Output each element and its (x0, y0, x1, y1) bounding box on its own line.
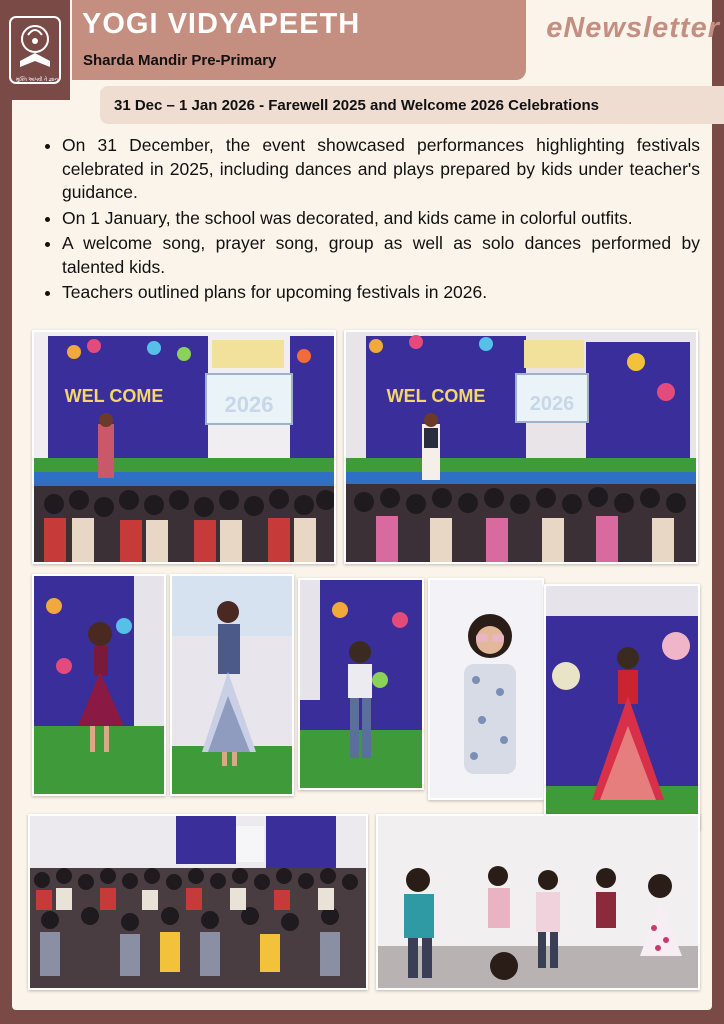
school-name: YOGI VIDYAPEETH (82, 8, 361, 40)
photo-girl-sunglasses (428, 578, 544, 800)
newsletter-label: eNewsletter (546, 12, 720, 44)
logo-caption: મુક્તિ આપવી તે જ્ઞાન (15, 77, 59, 83)
photo-girl-blue-lehenga (170, 574, 294, 796)
photo-stage-teacher (32, 330, 336, 564)
bullet-item: • On 1 January, the school was decorated, and kids came in colorful outfits. (62, 207, 700, 231)
bullet-item: • A welcome song, prayer song, group as well as solo dances performed by talented kids. (62, 232, 700, 279)
stage-screen-text: 2026 (529, 393, 575, 415)
logo-block (0, 0, 70, 100)
stage-sign-text: WEL COME (386, 386, 486, 406)
stage-sign-text: WEL COME (64, 386, 164, 406)
bullet-item: • Teachers outlined plans for upcoming festivals in 2026. (62, 281, 700, 305)
photo-crowd-hall (28, 814, 368, 990)
event-date-banner: 31 Dec – 1 Jan 2026 - Farewell 2025 and Welcome 2026 Celebrations (100, 86, 724, 124)
photo-girl-red-lehenga (544, 584, 700, 830)
logo-emblem-icon (8, 15, 62, 85)
photo-boy-jeans (298, 578, 424, 790)
photo-kids-dancing (376, 814, 700, 990)
stage-screen-text: 2026 (224, 392, 274, 417)
school-logo (8, 15, 62, 85)
school-subtitle: Sharda Mandir Pre-Primary (83, 52, 277, 69)
photo-stage-performer (344, 330, 698, 564)
title-bar (72, 0, 526, 80)
event-bullet-list (40, 134, 700, 307)
photo-girl-maroon-dress (32, 574, 166, 796)
bullet-item: • On 31 December, the event showcased performances highlighting festivals celebrated in 2025, including dances and plays prepared by kids under teacher's guidance. (62, 134, 700, 205)
